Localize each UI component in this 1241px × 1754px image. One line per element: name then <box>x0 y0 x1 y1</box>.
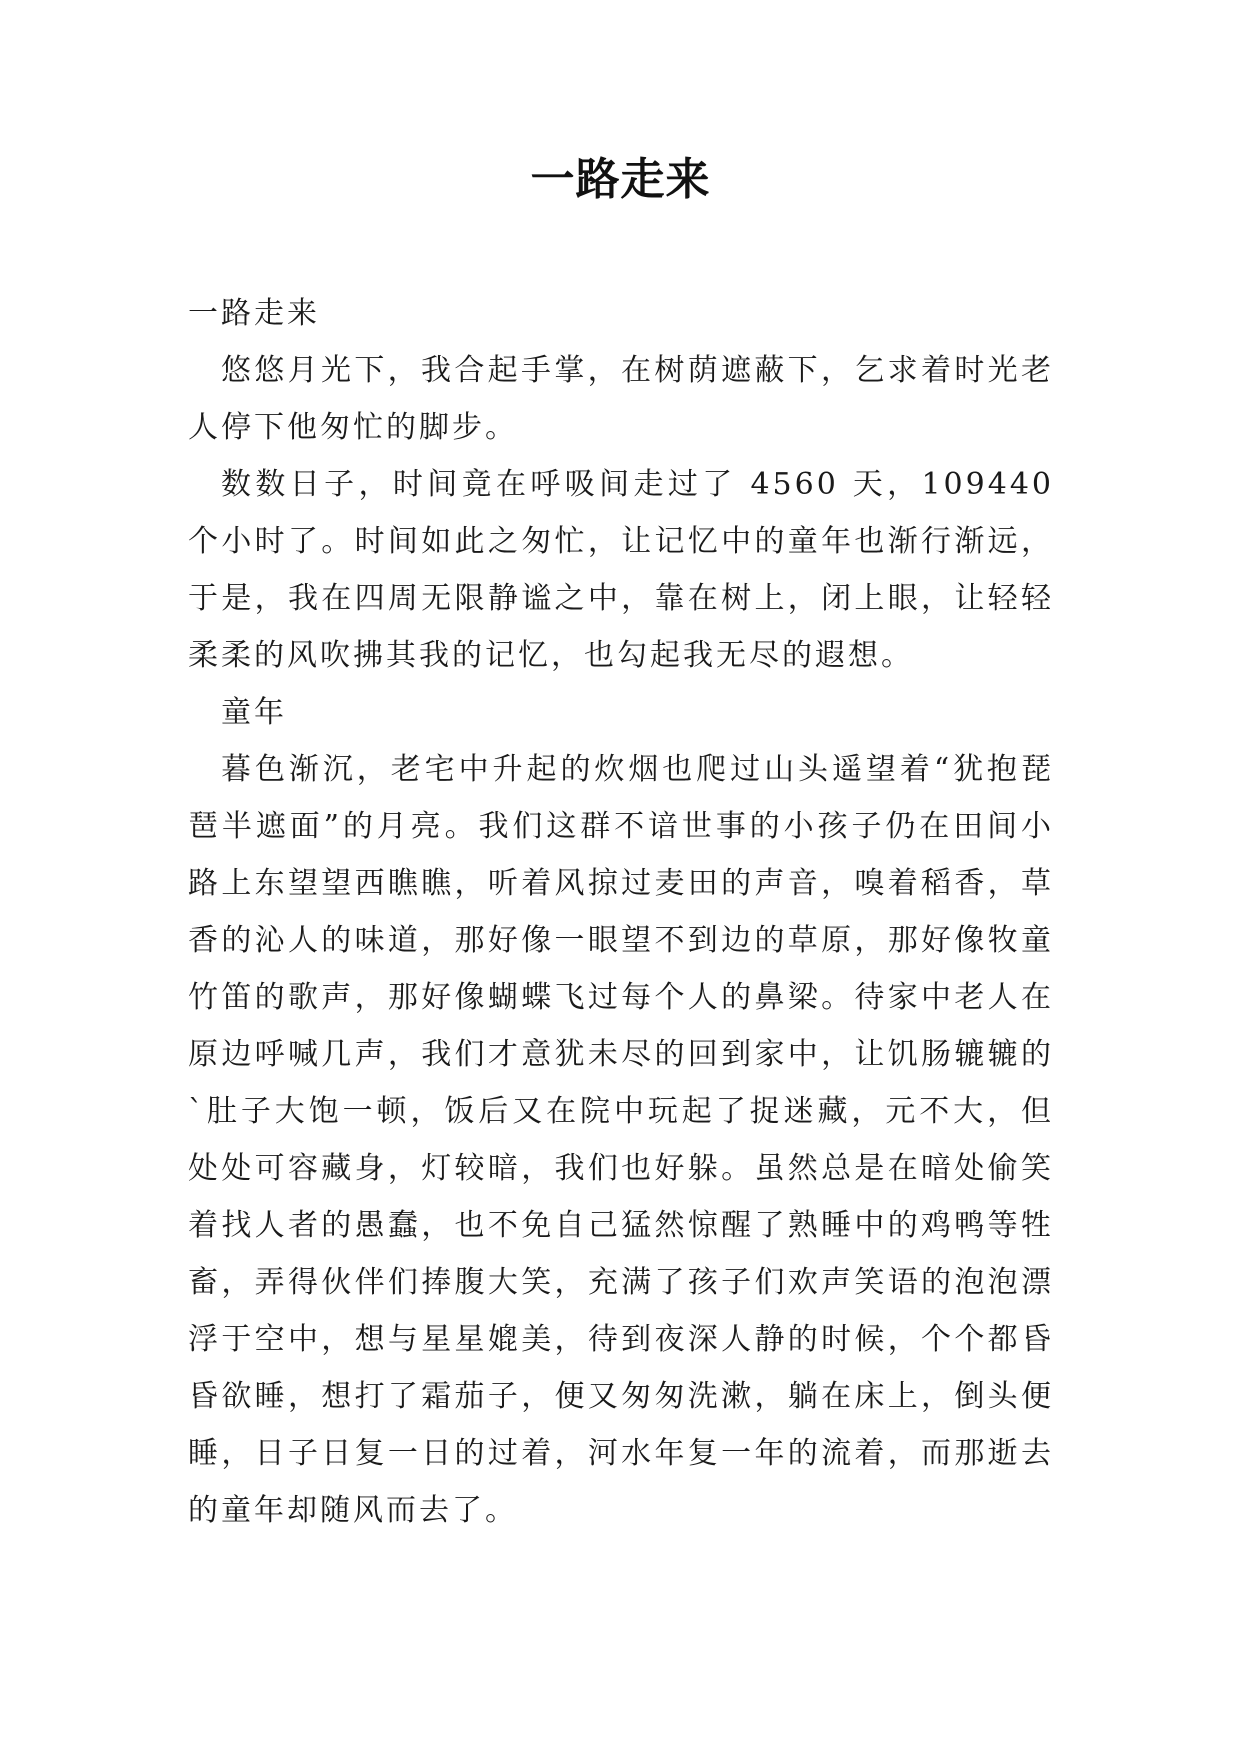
paragraph-2: 数数日子，时间竟在呼吸间走过了 4560 天，109440 个小时了。时间如此之匆忙，让记忆中的童年也渐行渐远，于是，我在四周无限静谧之中，靠在树上，闭上眼，让轻轻柔柔的风吹拂其我的记忆，也勾起我无尽的遐想。 <box>188 467 1054 673</box>
section-heading: 一路走来 <box>188 296 320 331</box>
paragraph-4: 暮色渐沉，老宅中升起的炊烟也爬过山头遥望着“犹抱琵琶半遮面”的月亮。我们这群不谙世事的小孩子仍在田间小路上东望望西瞧瞧，听着风掠过麦田的声音，嗅着稻香，草香的沁人的味道，那好像一眼望不到边的草原，那好像牧童竹笛的歌声，那好像蝴蝶飞过每个人的鼻梁。待家中老人在原边呼喊几声，我们才意犹未尽的回到家中，让饥肠辘辘的`肚子大饱一顿，饭后又在院中玩起了捉迷藏，元不大，但处处可容藏身，灯较暗，我们也好躲。虽然总是在暗处偷笑着找人者的愚蠢，也不免自己猛然惊醒了熟睡中的鸡鸭等牲畜，弄得伙伴们捧腹大笑，充满了孩子们欢声笑语的泡泡漂浮于空中，想与星星媲美，待到夜深人静的时候，个个都昏昏欲睡，想打了霜茄子，便又匆匆洗漱，躺在床上，倒头便睡，日子日复一日的过着，河水年复一年的流着，而那逝去的童年却随风而去了。 <box>188 752 1054 1528</box>
paragraph-1: 悠悠月光下，我合起手掌，在树荫遮蔽下，乞求着时光老人停下他匆忙的脚步。 <box>188 353 1054 445</box>
document-title: 一路走来 <box>530 154 711 205</box>
paragraph-3-heading: 童年 <box>221 695 287 730</box>
document-body <box>188 285 1054 1539</box>
